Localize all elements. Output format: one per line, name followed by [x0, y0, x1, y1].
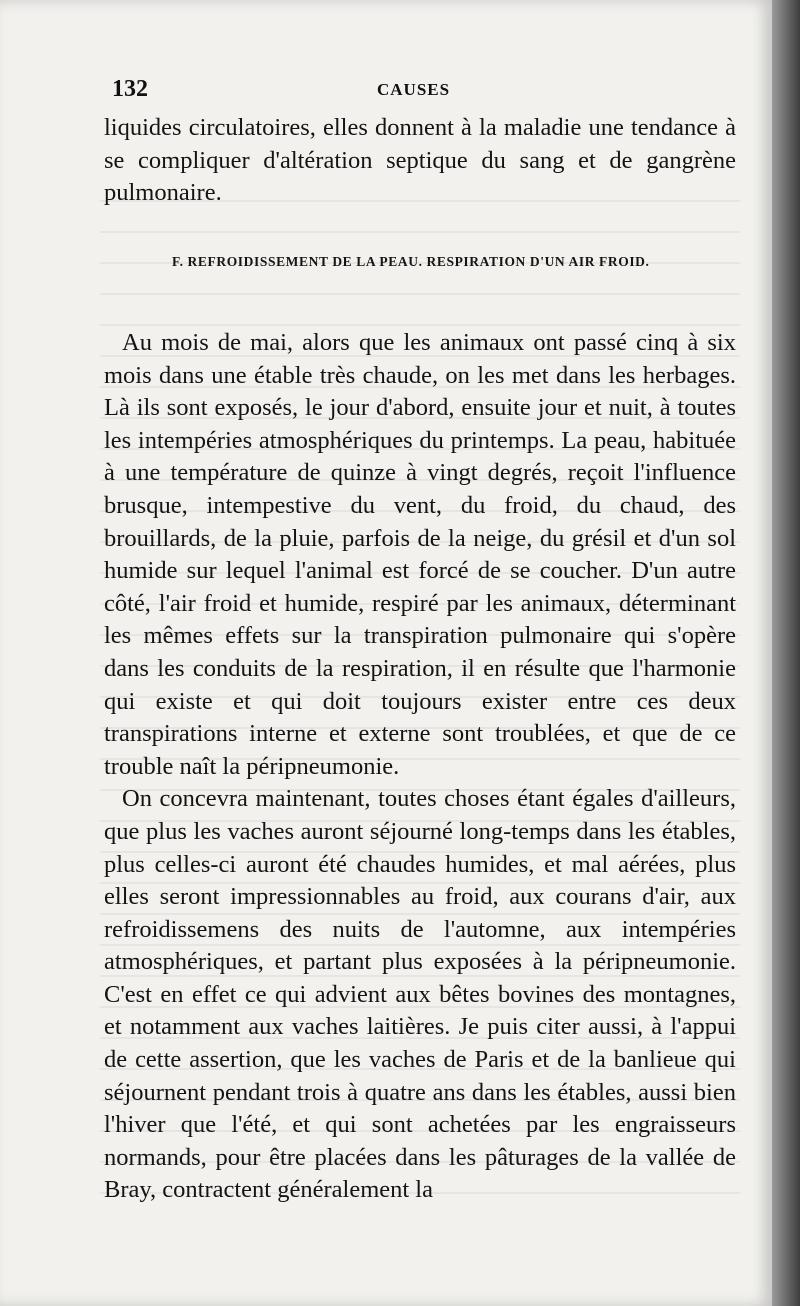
page-edge-shadow: [772, 0, 800, 1306]
paragraph-1: Au mois de mai, alors que les animaux ont passé cinq à six mois dans une étable très chaude, on les met dans les herbages. Là ils sont exposés, le jour d'abord, ensuite jour et nuit, à toutes les intempéries atmosphériques du printemps. La peau, habituée à une température de quinze à vingt degrés, reçoit l'influence brusque, intempestive du vent, du froid, du chaud, des brouillards, de la pluie, parfois de la neige, du grésil et d'un sol humide sur lequel l'animal est forcé de se coucher. D'un autre côté, l'air froid et humide, respiré par les animaux, déterminant les mêmes effets sur la transpiration pulmonaire qui s'opère dans les conduits de la respiration, il en résulte que l'harmonie qui existe et qui doit toujours exister entre ces deux transpirations interne et externe sont troublées, et que de ce trouble naît la péripneumonie.: [104, 329, 736, 780]
continuation-text: liquides circulatoires, elles donnent à la maladie une tendance à se compliquer d'altération septique du sang et de gangrène pulmonaire.: [104, 114, 736, 207]
running-title: CAUSES: [377, 80, 451, 99]
paragraph-2: On concevra maintenant, toutes choses étant égales d'ailleurs, que plus les vaches auront séjourné long-temps dans les étables, plus celles-ci auront été chaudes humides, et mal aérées, plus elles seront impressionnables au froid, aux courans d'air, aux refroidissemens des nuits de l'automne, aux intempéries atmosphériques, et partant plus exposées à la péripneumonie. C'est en effet ce qui advient aux bêtes bovines des montagnes, et notamment aux vaches laitières. Je puis citer aussi, à l'appui de cette assertion, que les vaches de Paris et de la banlieue qui séjournent pendant trois à quatre ans dans les étables, aussi bien l'hiver que l'été, et qui sont achetées par les engraisseurs normands, pour être placées dans les pâturages de la vallée de Bray, contractent généralement la: [104, 785, 736, 1204]
main-text: [104, 327, 736, 1207]
page-header: [112, 76, 732, 106]
section-heading: F. REFROIDISSEMENT DE LA PEAU. RESPIRATION D'UN AIR FROID.: [172, 254, 650, 269]
page-number: 132: [112, 76, 148, 102]
